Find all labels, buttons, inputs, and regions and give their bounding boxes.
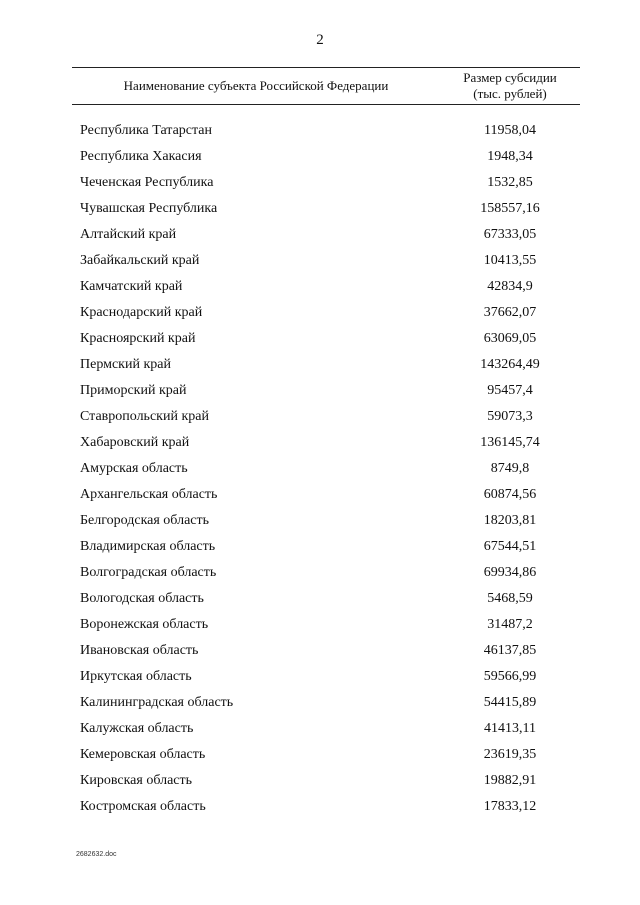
subsidy-amount-cell: 143264,49 <box>480 357 540 372</box>
table-row <box>0 716 640 742</box>
subsidy-amount-cell: 42834,9 <box>487 279 533 294</box>
table-row <box>0 144 640 170</box>
subject-name-cell: Вологодская область <box>80 591 204 606</box>
table-row <box>0 274 640 300</box>
table-top-rule <box>72 67 580 68</box>
subsidy-amount-cell: 95457,4 <box>487 383 533 398</box>
table-row <box>0 638 640 664</box>
table-row <box>0 326 640 352</box>
table-body <box>0 118 640 820</box>
subject-name-cell: Кемеровская область <box>80 747 206 762</box>
subsidy-amount-cell: 1532,85 <box>487 175 533 190</box>
subject-name-cell: Чеченская Республика <box>80 175 214 190</box>
subject-name-cell: Республика Татарстан <box>80 123 213 138</box>
subsidy-amount-cell: 63069,05 <box>483 331 537 346</box>
subsidy-amount-cell: 23619,35 <box>483 747 537 762</box>
table-row <box>0 612 640 638</box>
subsidy-amount-cell: 69934,86 <box>483 565 537 580</box>
table-row <box>0 170 640 196</box>
subsidy-amount-cell: 8749,8 <box>490 461 530 476</box>
table-row <box>0 664 640 690</box>
document-file-name: 2682632.doc <box>76 851 117 858</box>
subject-name-cell: Чувашская Республика <box>80 201 218 216</box>
subject-name-cell: Камчатский край <box>80 279 183 294</box>
table-row <box>0 378 640 404</box>
table-row <box>0 586 640 612</box>
subject-name-cell: Забайкальский край <box>80 253 200 268</box>
subject-name-cell: Калужская область <box>80 721 194 736</box>
column-header-subsidy-line2: (тыс. рублей) <box>473 86 547 101</box>
column-header-subsidy-line1: Размер субсидии <box>463 70 557 85</box>
subsidy-amount-cell: 59073,3 <box>487 409 533 424</box>
subsidy-amount-cell: 41413,11 <box>484 721 536 736</box>
subject-name-cell: Амурская область <box>80 461 188 476</box>
subsidy-amount-cell: 60874,56 <box>483 487 537 502</box>
table-row <box>0 508 640 534</box>
table-row <box>0 222 640 248</box>
subject-name-cell: Приморский край <box>80 383 187 398</box>
subsidy-amount-cell: 11958,04 <box>484 123 536 138</box>
subsidy-amount-cell: 17833,12 <box>483 799 537 814</box>
table-row <box>0 742 640 768</box>
subsidy-amount-cell: 67333,05 <box>483 227 537 242</box>
subject-name-cell: Ставропольский край <box>80 409 209 424</box>
subsidy-amount-cell: 59566,99 <box>483 669 537 684</box>
subsidy-amount-cell: 136145,74 <box>480 435 540 450</box>
table-row <box>0 196 640 222</box>
subsidy-amount-cell: 158557,16 <box>480 201 540 216</box>
table-row <box>0 352 640 378</box>
subject-name-cell: Алтайский край <box>80 227 177 242</box>
subsidy-amount-cell: 19882,91 <box>483 773 537 788</box>
table-row <box>0 482 640 508</box>
subject-name-cell: Краснодарский край <box>80 305 203 320</box>
table-row <box>0 794 640 820</box>
subsidy-amount-cell: 18203,81 <box>483 513 537 528</box>
subject-name-cell: Хабаровский край <box>80 435 190 450</box>
subsidy-amount-cell: 10413,55 <box>483 253 537 268</box>
subsidy-amount-cell: 31487,2 <box>487 617 533 632</box>
table-row <box>0 118 640 144</box>
column-header-subsidy-amount <box>440 70 580 102</box>
table-row <box>0 456 640 482</box>
table-row <box>0 430 640 456</box>
subject-name-cell: Владимирская область <box>80 539 216 554</box>
table-row <box>0 690 640 716</box>
subject-name-cell: Республика Хакасия <box>80 149 202 164</box>
subject-name-cell: Пермский край <box>80 357 171 372</box>
subject-name-cell: Воронежская область <box>80 617 209 632</box>
table-row <box>0 560 640 586</box>
table-row <box>0 300 640 326</box>
subsidy-amount-cell: 46137,85 <box>483 643 537 658</box>
table-row <box>0 768 640 794</box>
page-number: 2 <box>316 32 324 48</box>
subject-name-cell: Иркутская область <box>80 669 192 684</box>
subsidy-amount-cell: 1948,34 <box>487 149 533 164</box>
subject-name-cell: Архангельская область <box>80 487 218 502</box>
table-row <box>0 534 640 560</box>
subject-name-cell: Волгоградская область <box>80 565 217 580</box>
table-row <box>0 248 640 274</box>
subsidy-amount-cell: 5468,59 <box>487 591 533 606</box>
table-row <box>0 404 640 430</box>
table-header-rule <box>72 104 580 105</box>
subsidy-amount-cell: 67544,51 <box>483 539 537 554</box>
subject-name-cell: Красноярский край <box>80 331 196 346</box>
subject-name-cell: Калининградская область <box>80 695 234 710</box>
subject-name-cell: Кировская область <box>80 773 193 788</box>
subsidy-amount-cell: 37662,07 <box>483 305 537 320</box>
subject-name-cell: Костромская область <box>80 799 206 814</box>
column-header-subject-name: Наименование субъекта Российской Федерации <box>123 78 389 93</box>
subject-name-cell: Белгородская область <box>80 513 210 528</box>
subject-name-cell: Ивановская область <box>80 643 199 658</box>
subsidy-amount-cell: 54415,89 <box>483 695 537 710</box>
